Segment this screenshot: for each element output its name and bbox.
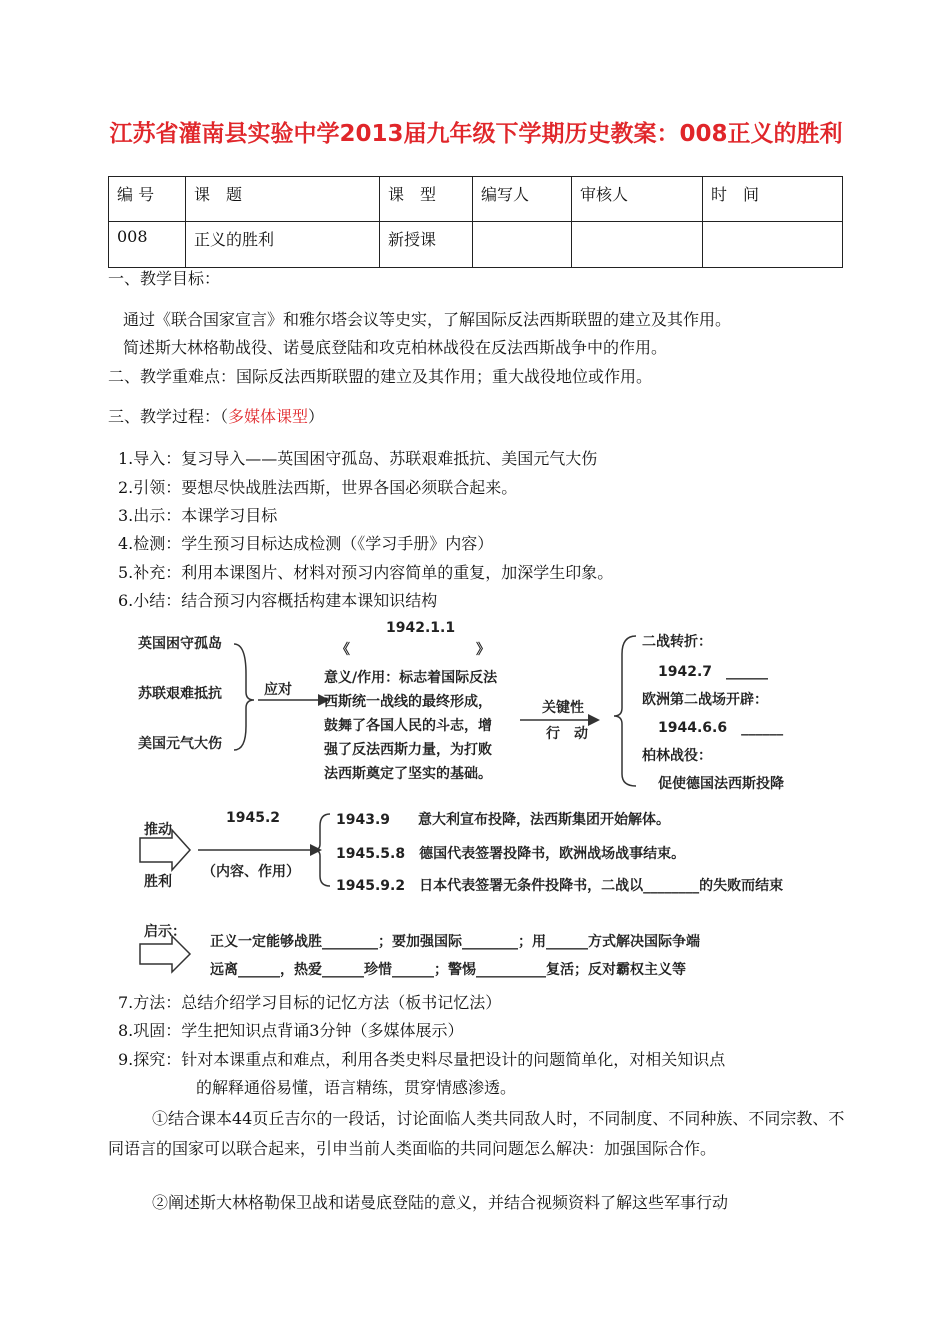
header-cell: 编 号 (109, 177, 186, 222)
step-2: 2.引领：要想尽快战胜法西斯，世界各国必须联合起来。 (118, 478, 518, 497)
content-use-label: （内容、作用） (202, 864, 300, 880)
goals-heading: 一、教学目标： (108, 269, 221, 288)
victory-label: 胜利 (144, 874, 172, 890)
process-heading-text: 三、教学过程：（ (108, 407, 229, 426)
left-item-1: 英国困守孤岛 (138, 636, 222, 652)
date-1945-2: 1945.2 (226, 810, 281, 826)
key-points: 二、教学重难点：国际反法西斯联盟的建立及其作用；重大战役地位或作用。 (108, 367, 653, 386)
process-heading (108, 406, 324, 428)
header-cell: 时 间 (703, 177, 843, 222)
header-cell: 课 题 (186, 177, 380, 222)
discussion-paragraph-2: ②阐述斯大林格勒保卫战和诺曼底登陆的意义，并结合视频资料了解这些军事行动 (152, 1193, 729, 1212)
cell-reviewer (572, 222, 703, 268)
document-title: 江苏省灌南县实验中学2013届九年级下学期历史教案：008正义的胜利 (109, 121, 843, 147)
process-type: 多媒体课型 (228, 407, 309, 426)
date-1944-6-6: 1944.6.6 ______ (658, 720, 784, 736)
header-cell: 课 型 (380, 177, 473, 222)
process-close: ） (308, 407, 325, 426)
event-1943: 1943.9 意大利宣布投降，法西斯集团开始解体。 (336, 812, 671, 828)
step-7: 7.方法：总结介绍学习目标的记忆方法（板书记忆法） (118, 993, 502, 1012)
lesson-info-table (108, 176, 843, 268)
meaning-line-1: 意义/作用：标志着国际反法 (324, 670, 498, 686)
meaning-line-4: 强了反法西斯力量，为打败 (324, 742, 492, 758)
event-1945-9: 1945.9.2 日本代表签署无条件投降书，二战以________的失败而结束 (336, 878, 784, 894)
knowledge-structure-diagram (118, 614, 845, 980)
cell-time (703, 222, 843, 268)
step-1: 1.导入：复习导入——英国困守孤岛、苏联艰难抵抗、美国元气大伤 (118, 449, 598, 468)
step-9: 9.探究：针对本课重点和难点，利用各类史料尽量把设计的问题简单化，对相关知识点 (118, 1050, 726, 1069)
respond-label: 应对 (264, 682, 292, 698)
table-header-row (109, 177, 843, 222)
left-item-2: 苏联艰难抵抗 (138, 686, 222, 702)
discussion-paragraph-1: ①结合课本44页丘吉尔的一段话，讨论面临人类共同敌人时，不同制度、不同种族、不同宗教、不同语言的国家可以联合起来，引申当前人类面临的共同问题怎么解决：加强国际合作。 (108, 1109, 845, 1158)
step-3: 3.出示：本课学习目标 (118, 506, 278, 525)
hint-label: 启示： (144, 924, 186, 940)
step-5: 5.补充：利用本课图片、材料对预习内容简单的重复，加深学生印象。 (118, 563, 614, 582)
push-label: 推动 (144, 822, 172, 838)
cell-author (473, 222, 572, 268)
left-item-3: 美国元气大伤 (138, 736, 222, 752)
cell-type: 新授课 (380, 222, 473, 268)
table-row (109, 222, 843, 268)
header-cell: 编写人 (473, 177, 572, 222)
event-1945-5: 1945.5.8 德国代表签署投降书，欧洲战场战事结束。 (336, 846, 686, 862)
turning-point: 二战转折： (642, 634, 712, 650)
goal-1: 通过《联合国家宣言》和雅尔塔会议等史实，了解国际反法西斯联盟的建立及其作用。 (123, 310, 732, 329)
step-9-continued: 的解释通俗易懂，语言精练，贯穿情感渗透。 (196, 1078, 517, 1097)
date-1942-7: 1942.7 ______ (658, 664, 769, 680)
cell-topic: 正义的胜利 (186, 222, 380, 268)
meaning-line-5: 法西斯奠定了坚实的基础。 (324, 766, 492, 782)
meaning-line-3: 鼓舞了各国人民的斗志，增 (324, 718, 492, 734)
hint-line-2: 远离______，热爱______珍惜______；警惕__________复活；反对霸权主义等 (210, 962, 686, 978)
second-front: 欧洲第二战场开辟： (642, 692, 768, 708)
key-action-arrowhead (588, 714, 600, 726)
key-action-2: 行 动 (546, 726, 588, 742)
meaning-line-2: 西斯统一战线的最终形成， (324, 694, 492, 710)
left-brace (234, 644, 254, 750)
declaration-blank: 《 》 (336, 642, 490, 658)
berlin-result: 促使德国法西斯投降 (658, 776, 784, 792)
step-4: 4.检测：学生预习目标达成检测（《学习手册》内容） (118, 534, 494, 553)
header-cell: 审核人 (572, 177, 703, 222)
step-6: 6.小结：结合预习内容概括构建本课知识结构 (118, 591, 438, 610)
step-8: 8.巩固：学生把知识点背诵3分钟（多媒体展示） (118, 1021, 464, 1040)
right-brace (614, 636, 636, 786)
cell-number: 008 (109, 222, 186, 268)
goal-2: 简述斯大林格勒战役、诺曼底登陆和攻克柏林战役在反法西斯战争中的作用。 (123, 338, 668, 357)
key-action-1: 关键性 (542, 700, 584, 716)
berlin-battle: 柏林战役： (642, 748, 712, 764)
date-1942: 1942.1.1 (386, 620, 456, 636)
hint-line-1: 正义一定能够战胜________；要加强国际________；用______方式解决国际争端 (210, 934, 700, 950)
